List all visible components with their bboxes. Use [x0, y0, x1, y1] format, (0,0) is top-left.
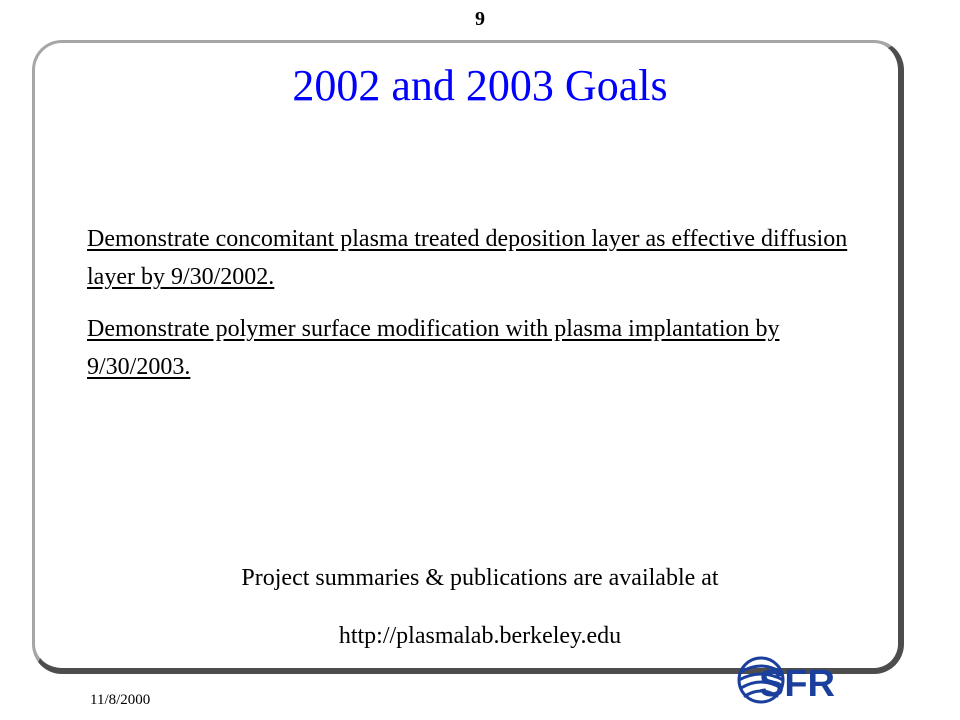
goal-item-2002: Demonstrate concomitant plasma treated deposition layer as effective diffusion layer by 9/30/2002. — [87, 226, 848, 290]
goals-list — [87, 220, 867, 400]
sfr-logo-text: SFR — [759, 663, 835, 705]
slide-date: 11/8/2000 — [90, 692, 151, 708]
slide-title: 2002 and 2003 Goals — [292, 61, 668, 110]
sfr-logo — [735, 652, 847, 708]
goal-item-2003: Demonstrate polymer surface modification with plasma implantation by 9/30/2003. — [87, 316, 780, 380]
sfr-logo-icon — [735, 652, 847, 708]
summary-text: Project summaries & publications are available at — [241, 565, 719, 591]
page-number: 9 — [475, 8, 485, 30]
website-url: http://plasmalab.berkeley.edu — [338, 623, 622, 649]
